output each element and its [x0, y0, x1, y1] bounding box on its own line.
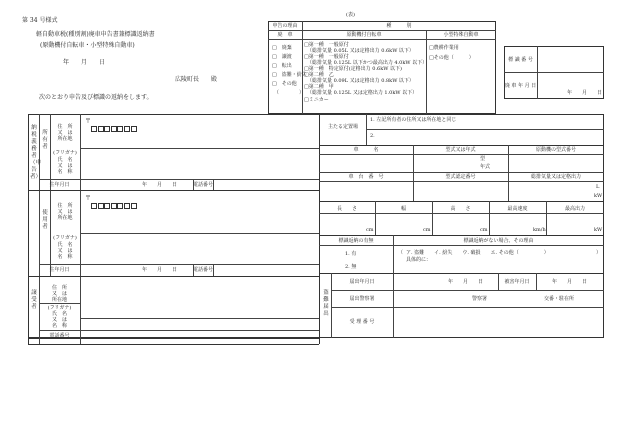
certified-label: 型式認定番号 [445, 174, 476, 180]
theft-date-label: 届出年月日 [349, 279, 375, 285]
user-birth-field[interactable]: 年 月 日 [142, 267, 178, 273]
user-birth-label: 生年月日 [49, 267, 70, 273]
max-speed-unit: km/h [533, 227, 546, 233]
owner-holder-label: 所有者 [42, 130, 48, 150]
max-power-label: 最高出力 [564, 206, 585, 212]
owner-birth-label: 生年月日 [49, 182, 70, 188]
displacement-field[interactable] [509, 182, 593, 200]
max-speed-label: 最高速度 [507, 206, 528, 212]
length-field[interactable] [320, 214, 364, 234]
plate-reason-options[interactable]: ア. 盗難 イ. 紛失 ウ. 破損 エ. その他（ ） [406, 250, 549, 256]
plate-specific-field[interactable] [432, 256, 592, 268]
side-mark: (表) [346, 12, 355, 18]
transferee-name-label: 氏 名 又 は 名 称 [51, 311, 67, 329]
reason-header: 申告の理由 [272, 23, 298, 29]
moped-type-5[interactable]: □第二種 甲 [304, 84, 334, 90]
width-field[interactable] [376, 214, 421, 234]
addressee: 広陵町長 殿 [175, 76, 218, 83]
moped-type-2-note: （総排気量 0.125L 以下かつ最高出力 4.0kW 以下） [307, 60, 428, 66]
theft-side-label: 盗難届出 [323, 290, 329, 317]
police-station-field[interactable] [395, 291, 470, 306]
make-label: 車 名 [353, 147, 379, 153]
moped-type-1[interactable]: □第一種 一般原付 [304, 42, 349, 48]
reason-option-dispose[interactable]: □ 廃棄 [272, 45, 292, 51]
displacement-unit-l: L [596, 184, 600, 190]
storage-option-same[interactable]: 1. 左記所有者の住所又は所在地と同じ [370, 117, 457, 123]
reason-option-other[interactable]: □ その他 [272, 81, 297, 87]
owner-furigana-label: (フリガナ) [53, 150, 77, 156]
length-unit: cm [366, 227, 374, 233]
plate-specific-label: 具体的に： [406, 257, 432, 263]
moped-header: 原動機付自転車 [346, 32, 382, 38]
taxpayer-side-label: 納税義務者（申告者） [30, 125, 42, 180]
submit-date: 年 月 日 [63, 59, 106, 66]
frame-label: 車 台 番 号 [348, 174, 384, 180]
user-furigana-label: (フリガナ) [53, 235, 77, 241]
sign-number-field[interactable] [538, 47, 603, 71]
user-phone-label: 電話番号 [193, 267, 214, 273]
user-name-field[interactable] [82, 235, 317, 263]
make-field[interactable] [320, 155, 412, 171]
plate-paren-close: ） [596, 250, 602, 256]
damage-date-field[interactable]: 年 月 日 [552, 279, 588, 285]
special-type-farm[interactable]: □農耕作業用 [429, 45, 459, 51]
owner-postal-mark: 〒 [85, 118, 92, 125]
moped-type-5-note: （総排気量 0.125L 又は定格出力 1.0kW 以下） [307, 90, 418, 96]
moped-type-2[interactable]: □第一種 一般原付 [304, 54, 349, 60]
max-speed-field[interactable] [490, 214, 532, 234]
plate-reason-label: 標識返納がない場合、その理由 [463, 238, 534, 244]
width-label: 幅 [400, 206, 406, 212]
koban-suffix: 交番・駐在所 [544, 296, 575, 302]
plate-yes-option[interactable]: 1. 有 [345, 251, 357, 257]
owner-phone-field[interactable] [214, 180, 318, 189]
max-power-field[interactable] [547, 214, 592, 234]
model-year-unit: 年式 [480, 164, 491, 170]
form-number: 第 34 号様式 [22, 17, 58, 24]
reason-option-transfer[interactable]: □ 譲渡 [272, 54, 292, 60]
scrap-label: 廃 車 [277, 32, 293, 38]
storage-label: 主たる定置場 [327, 124, 358, 130]
owner-birth-field[interactable]: 年 月 日 [142, 182, 178, 188]
height-field[interactable] [433, 214, 478, 234]
user-address-field[interactable] [82, 205, 317, 231]
special-header: 小型特殊自動車 [443, 32, 479, 38]
receipt-field[interactable] [395, 308, 602, 337]
transferee-phone-field[interactable] [82, 331, 317, 342]
police-label: 届出警察署 [349, 296, 375, 302]
scrap-date-label: 廃 車 年 月 日 [504, 83, 537, 89]
owner-name-field[interactable] [82, 150, 317, 178]
displacement-unit-kw: kW [594, 193, 603, 199]
sign-number-label: 標 識 番 号 [508, 57, 533, 63]
user-address-label: 住 所 又 は 所在地 [57, 203, 73, 221]
transferee-address-field[interactable] [82, 278, 317, 316]
moped-type-minicar[interactable]: □ミニカー [304, 97, 329, 103]
transferee-furigana-label: (フリガナ) [47, 305, 72, 311]
form-subtitle: (原動機付自転車・小型特殊自動車) [40, 42, 135, 49]
reason-other-paren[interactable]: （ ） [274, 90, 305, 96]
moped-type-1-note: （総排気量 0.05L 又は定格出力 0.6kW 以下） [307, 48, 414, 54]
owner-address-field[interactable] [82, 128, 317, 146]
user-phone-field[interactable] [214, 265, 318, 275]
height-label: 高 さ [450, 206, 471, 212]
moped-type-4-note: （総排気量 0.09L 又は定格出力 0.8kW 以下） [307, 78, 414, 84]
engine-label: 原動機の型式番号 [535, 147, 576, 153]
damage-date-label: 被害年月日 [504, 279, 530, 285]
moped-type-4[interactable]: □第二種 乙 [304, 72, 334, 78]
plate-paren-open: （ [398, 250, 404, 256]
owner-address-label: 住 所 又 は 所在地 [57, 124, 73, 142]
transferee-side-label: 譲受者 [31, 290, 37, 310]
plate-no-option[interactable]: 2. 無 [345, 264, 357, 270]
frame-field[interactable] [320, 182, 412, 200]
theft-date-field[interactable]: 年 月 日 [448, 279, 484, 285]
height-unit: cm [480, 227, 488, 233]
form-title: 軽自動車税(種別割)廃車申告書兼標識返納書 [36, 31, 155, 38]
moped-type-3[interactable]: □第一種 特定原付(定格出力 0.6kW 以下) [304, 66, 402, 72]
transferee-name-field[interactable] [82, 319, 317, 329]
koban-field[interactable] [500, 291, 540, 306]
owner-name-label: 氏 名 又 は 名 称 [57, 157, 73, 175]
model-label: 型式又は年式 [445, 147, 476, 153]
special-type-other[interactable]: □その他（ ） [429, 55, 474, 61]
plate-presence-label: 標識返納の有無 [338, 238, 374, 244]
model-type-unit: 型 [480, 156, 486, 162]
model-field[interactable] [414, 155, 507, 171]
receipt-label: 受 理 番 号 [349, 319, 375, 325]
reason-option-theft[interactable]: □ 盗難・紛失 [272, 72, 307, 78]
length-label: 長 さ [336, 206, 357, 212]
transferee-phone-label: 電話番号 [49, 333, 70, 339]
police-suffix: 警察署 [472, 296, 488, 302]
scrap-date-field[interactable]: 年 月 日 [566, 90, 602, 96]
storage-option-other[interactable]: 2. [370, 133, 375, 139]
user-name-label: 氏 名 又 は 名 称 [57, 242, 73, 260]
transferee-address-label: 住 所 又 は 所在地 [51, 285, 67, 303]
user-holder-label: 使用者 [42, 210, 48, 230]
max-power-unit: kW [594, 227, 603, 233]
reason-option-moveout[interactable]: □ 転出 [272, 63, 292, 69]
width-unit: cm [423, 227, 431, 233]
intro-text: 次のとおり申告及び標識の返納をします。 [39, 94, 153, 101]
owner-phone-label: 電話番号 [193, 182, 214, 188]
displacement-label: 総排気量又は定格出力 [530, 174, 581, 180]
engine-field[interactable] [509, 155, 603, 171]
certified-field[interactable] [414, 182, 507, 200]
user-postal-mark: 〒 [85, 195, 92, 202]
type-header: 種 別 [386, 23, 412, 29]
